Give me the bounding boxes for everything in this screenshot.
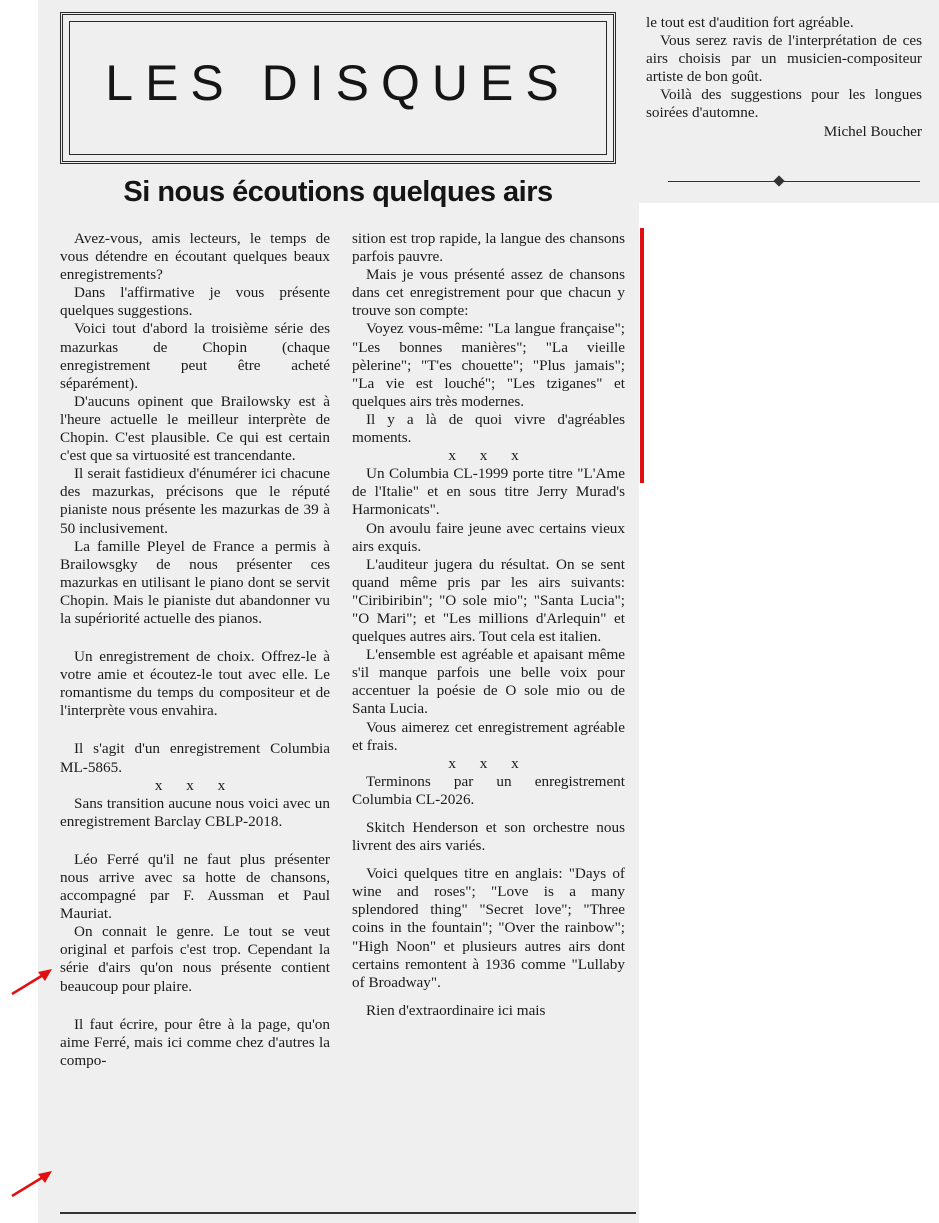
red-arrow-icon xyxy=(10,1168,54,1198)
paragraph: Voici tout d'abord la troisième série des mazurkas de Chopin (chaque enregistrement peut être acheté séparément). xyxy=(60,320,330,392)
paragraph: Dans l'affirmative je vous présente quelques suggestions. xyxy=(60,284,330,320)
section-separator: x x x xyxy=(154,776,236,794)
paragraph: La famille Pleyel de France a permis à Brailowsgky de nous présenter ces mazurkas en utilisant le piano dont se servit Chopin. Mais le pianiste dut abandonner vu la supériorité actuelle des pianos. xyxy=(60,537,330,627)
paragraph: sition est trop rapide, la langue des chansons parfois pauvre. xyxy=(352,230,625,266)
paragraph: Il faut écrire, pour être à la page, qu'on aime Ferré, mais ici comme chez d'autres la compo- xyxy=(60,1015,330,1069)
left-column xyxy=(60,230,330,1070)
paragraph: Skitch Henderson et son orchestre nous livrent des airs variés. xyxy=(352,819,625,855)
highlight-bar xyxy=(640,228,644,483)
paragraph: Un Columbia CL-1999 porte titre "L'Ame de l'Italie" et en sous titre Jerry Murad's Harmonicats". xyxy=(352,465,625,519)
end-rule xyxy=(668,181,920,182)
red-arrow-icon xyxy=(10,966,54,996)
paragraph: Un enregistrement de choix. Offrez-le à votre amie et écoutez-le tout avec elle. Le romantisme du temps du compositeur et de l'interprète vous envahira. xyxy=(60,648,330,720)
paragraph: Voyez vous-même: "La langue française"; "Les bonnes manières"; "La vieille pèlerine"; "T'es chouette"; "Plus jamais"; "La vie est louché"; "Les tziganes" et quelques airs très modernes. xyxy=(352,320,625,410)
section-separator: x x x xyxy=(448,754,529,772)
paragraph: D'aucuns opinent que Brailowsky est à l'heure actuelle le meilleur interprète de Chopin. C'est plausible. Ce qui est certain c'est que sa virtuosité est trancendante. xyxy=(60,392,330,465)
paragraph: L'auditeur jugera du résultat. On se sent quand même pris par les airs suivants: "Ciribiribin"; "O sole mio"; "Santa Lucia"; "O Mari"; et "Les millions d'Arlequin" et quelques autres airs. Tout cela est italien. xyxy=(352,555,625,646)
paragraph: Voilà des suggestions pour les longues soirées d'automne. xyxy=(646,86,922,122)
paragraph: Vous serez ravis de l'interprétation de ces airs choisis par un musicien-compositeur artiste de bon goût. xyxy=(646,32,922,86)
side-column xyxy=(646,14,922,141)
paragraph: Avez-vous, amis lecteurs, le temps de vous détendre en écoutant quelques beaux enregistrements? xyxy=(60,230,330,284)
middle-column xyxy=(352,230,625,1020)
paragraph: Vous aimerez cet enregistrement agréable et frais. xyxy=(352,718,625,754)
paragraph: Il s'agit d'un enregistrement Columbia ML-5865. xyxy=(60,740,330,776)
paragraph: Il serait fastidieux d'énumérer ici chacune des mazurkas, précisons que le réputé pianiste nous présente les mazurkas de 39 à 50 inclusivement. xyxy=(60,465,330,537)
paragraph: Terminons par un enregistrement Columbia CL-2026. xyxy=(352,772,625,808)
paragraph: le tout est d'audition fort agréable. xyxy=(646,14,854,31)
paragraph: On connait le genre. Le tout se veut original et parfois c'est trop. Cependant la série d'airs qu'on nous présente contient beaucoup pour plaire. xyxy=(60,923,330,995)
paragraph: Mais je vous présenté assez de chansons dans cet enregistrement pour que chacun y trouve son compte: xyxy=(352,266,625,320)
paragraph: L'ensemble est agréable et apaisant même s'il manque parfois une belle voix pour accentuer la poésie de O sole mio ou de Santa Lucia. xyxy=(352,646,625,718)
paragraph: Sans transition aucune nous voici avec un enregistrement Barclay CBLP-2018. xyxy=(60,794,330,830)
article-headline: Si nous écoutions quelques airs xyxy=(123,176,553,208)
paragraph: Rien d'extraordinaire ici mais xyxy=(366,1001,546,1019)
author-signature: Michel Boucher xyxy=(823,122,922,140)
bottom-rule xyxy=(60,1212,636,1214)
paragraph: Voici quelques titre en anglais: "Days of wine and roses"; "Love is a many splendored thing" "Secret love"; "Three coins in the fountain"; "Over the rainbow"; "High Noon" et plusieurs autres airs dont certains remontent à 1936 comme "Lullaby of Broadway". xyxy=(352,865,625,991)
paragraph: On avoulu faire jeune avec certains vieux airs exquis. xyxy=(352,519,625,555)
paragraph: Léo Ferré qu'il ne faut plus présenter nous arrive avec sa hotte de chansons, accompagné par F. Aussman et Paul Mauriat. xyxy=(60,850,330,923)
paragraph: Il y a là de quoi vivre d'agréables moments. xyxy=(352,410,625,447)
section-separator: x x x xyxy=(448,447,529,465)
section-title: LES DISQUES xyxy=(105,55,571,111)
